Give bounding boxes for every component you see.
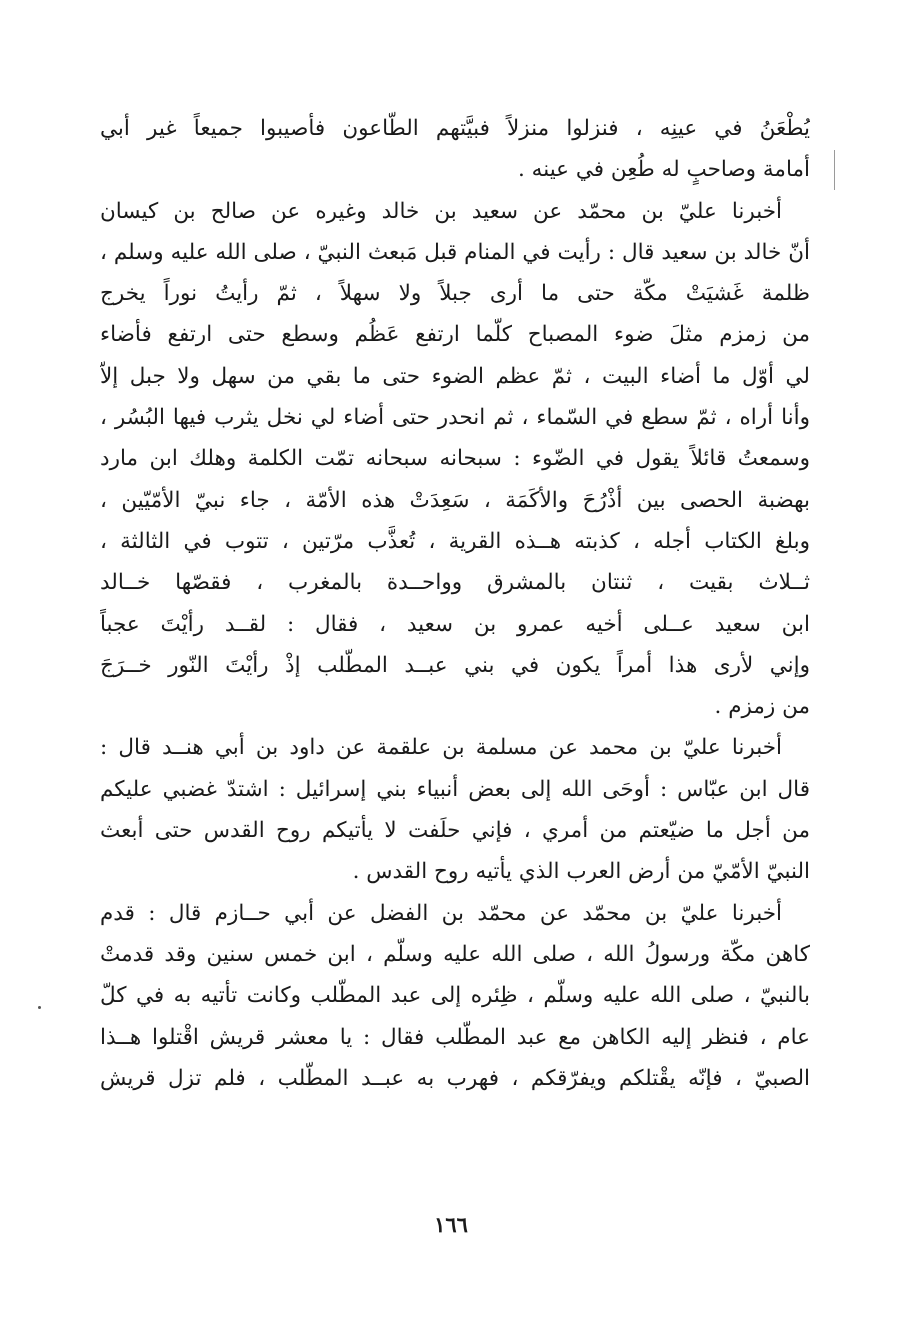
text-line: كاهن مكّة ورسولُ الله ، صلى الله عليه وسلّم ، ابن خمس سنين وقد قدمتْ [100, 941, 810, 967]
text-line: أنّ خالد بن سعيد قال : رأيت في المنام قبل مَبعث النبيّ ، صلى الله عليه وسلم ، [100, 239, 810, 265]
text-line: من زمزم . [714, 694, 810, 720]
body-text [100, 108, 810, 1099]
page-number: ١٦٦ [434, 1212, 468, 1237]
text-line: عام ، فنظر إليه الكاهن مع عبد المطّلب فقال : يا معشر قريش اقْتلوا هــذا [100, 1024, 810, 1050]
text-line: أخبرنا عليّ بن محمّد عن سعيد بن خالد وغيره عن صالح بن كيسان [100, 198, 782, 224]
text-line: قال ابن عبّاس : أوحَى الله إلى بعض أنبياء بني إسرائيل : اشتدّ غضبي عليكم [100, 776, 810, 802]
text-line: النبيّ الأمّيّ من أرض العرب الذي يأتيه روح القدس . [352, 859, 810, 885]
margin-mark [834, 150, 835, 190]
text-line: أخبرنا عليّ بن محمد عن مسلمة بن علقمة عن داود بن أبي هنــد قال : [100, 735, 782, 761]
text-line: وأنا أراه ، ثمّ سطع في السّماء ، ثم انحدر حتى أضاء لي نخل يثرب فيها البُسُر ، [100, 405, 810, 431]
text-line: بهضبة الحصى بين أذْرُحَ والأكَمَة ، سَعِدَتْ هذه الأمّة ، جاء نبيّ الأمّيّين ، [100, 487, 810, 513]
text-line: من زمزم مثلَ ضوء المصباح كلّما ارتفع عَظُم وسطع حتى ارتفع فأضاء [100, 322, 810, 348]
text-line: الصبيّ ، فإنّه يقْتلكم ويفرّقكم ، فهرب به عبــد المطّلب ، فلم تزل قريش [100, 1065, 810, 1091]
text-line: من أجل ما ضيّعتم من أمري ، فإني حلَفت لا يأتيكم روح القدس حتى أبعث [100, 818, 810, 844]
text-line: أمامة وصاحبٍ له طُعِن في عينه . [518, 157, 810, 183]
text-line: يُطْعَنُ في عينِه ، فنزلوا منزلاً فبيَّتهم الطّاعون فأصيبوا جميعاً غير أبي [100, 116, 810, 141]
text-line: ظلمة غَشيَتْ مكّة حتى ما أرى جبلاً ولا سهلاً ، ثمّ رأيتُ نوراً يخرج [100, 281, 810, 307]
text-line: لي أوّل ما أضاء البيت ، ثمّ عظم الضوء حتى ما بقي من سهل ولا جبل إلاّ [100, 363, 810, 389]
text-line: بالنبيّ ، صلى الله عليه وسلّم ، ظِئره إلى عبد المطّلب وكانت تأتيه به في كلّ [100, 983, 810, 1009]
text-line: وإني لأرى هذا أمراً يكون في بني عبــد المطّلب إذْ رأيْتَ النّور خــرَجَ [100, 652, 810, 678]
text-line: وبلغ الكتاب أجله ، كذبته هــذه القرية ، تُعذَّب مرّتين ، تتوب في الثالثة ، [100, 528, 810, 554]
text-line: أخبرنا عليّ بن محمّد عن محمّد بن الفضل عن أبي حــازم قال : قدم [100, 900, 782, 926]
text-line: وسمعتُ قائلاً يقول في الضّوء : سبحانه سبحانه تمّت الكلمة وهلك ابن مارد [100, 446, 810, 472]
scan-speck [38, 1006, 41, 1009]
text-line: ثــلاث بقيت ، ثنتان بالمشرق وواحــدة بالمغرب ، فقصّها خــالد [100, 570, 810, 596]
text-line: ابن سعيد عــلى أخيه عمرو بن سعيد ، فقال : لقــد رأيْتَ عجباً [100, 611, 810, 637]
